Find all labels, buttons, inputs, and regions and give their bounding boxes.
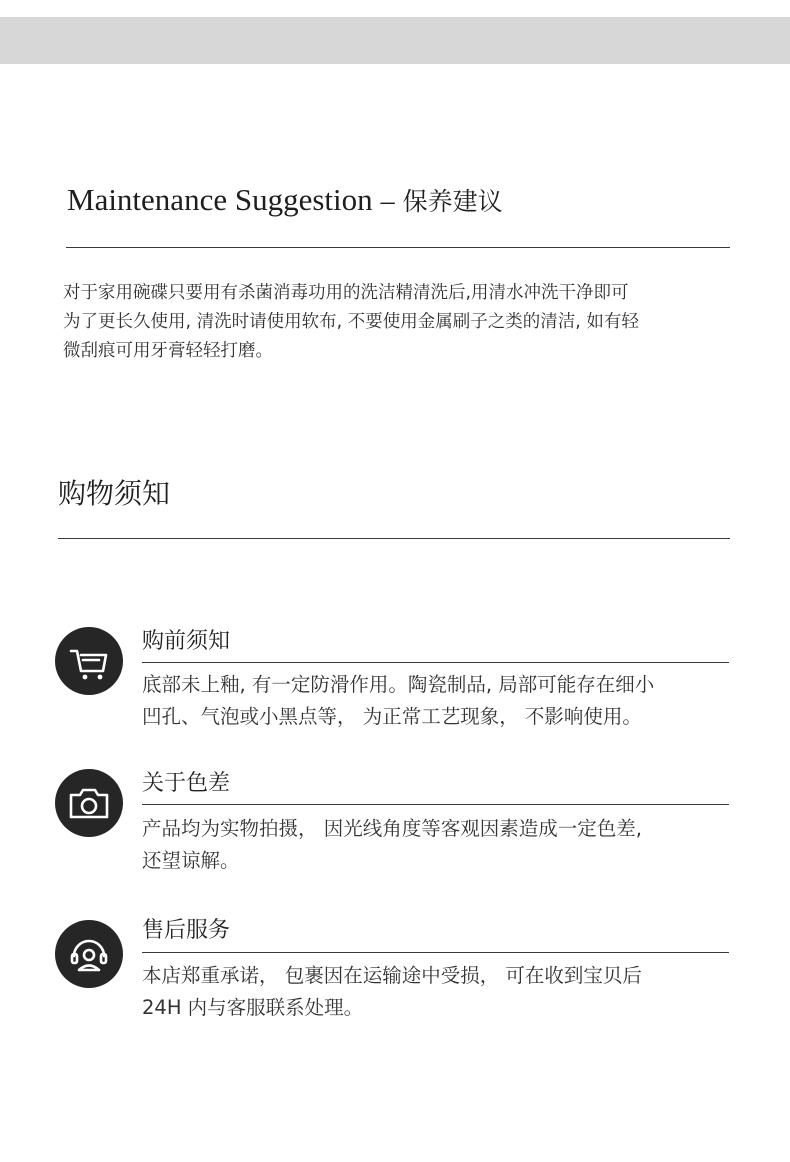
maintenance-body [63,279,733,366]
notice-item-line: 本店郑重承诺， 包裹因在运输途中受损， 可在收到宝贝后 [142,964,642,987]
notice-item-line: 底部未上釉, 有一定防滑作用。陶瓷制品, 局部可能存在细小 [142,673,655,696]
maintenance-title [67,178,503,224]
maintenance-title-dash: – [380,186,395,217]
notice-item-text [142,669,732,733]
shopping-notice-divider [58,538,730,539]
notice-item-title: 售后服务 [142,918,231,943]
notice-item-title: 购前须知 [142,629,231,654]
notice-item-line: 还望谅解。 [142,849,240,872]
notice-item-text [142,960,732,1024]
maintenance-line: 对于家用碗碟只要用有杀菌消毒功用的洗洁精清洗后,用清水冲洗干净即可 [63,283,629,303]
notice-item-text [142,813,732,877]
notice-item-line: 产品均为实物拍摄， 因光线角度等客观因素造成一定色差, [142,817,642,840]
notice-item-title: 关于色差 [142,771,231,796]
notice-item-divider [142,804,729,805]
camera-icon [55,769,123,837]
maintenance-title-cn: 保养建议 [402,187,503,216]
notice-item-divider [142,662,729,663]
notice-item-divider [142,952,729,953]
top-banner-band [0,17,790,64]
maintenance-title-en: Maintenance Suggestion [67,182,373,217]
maintenance-line: 为了更长久使用, 清洗时请使用软布, 不要使用金属刷子之类的清洁, 如有轻 [63,312,639,332]
maintenance-divider [66,247,730,248]
notice-item-line: 24H 内与客服联系处理。 [142,996,364,1019]
headset-icon [55,920,123,988]
maintenance-line: 微刮痕可用牙膏轻轻打磨。 [63,341,273,361]
cart-icon [55,627,123,695]
shopping-notice-title: 购物须知 [58,477,171,510]
notice-item-line: 凹孔、气泡或小黑点等， 为正常工艺现象， 不影响使用。 [142,705,642,728]
